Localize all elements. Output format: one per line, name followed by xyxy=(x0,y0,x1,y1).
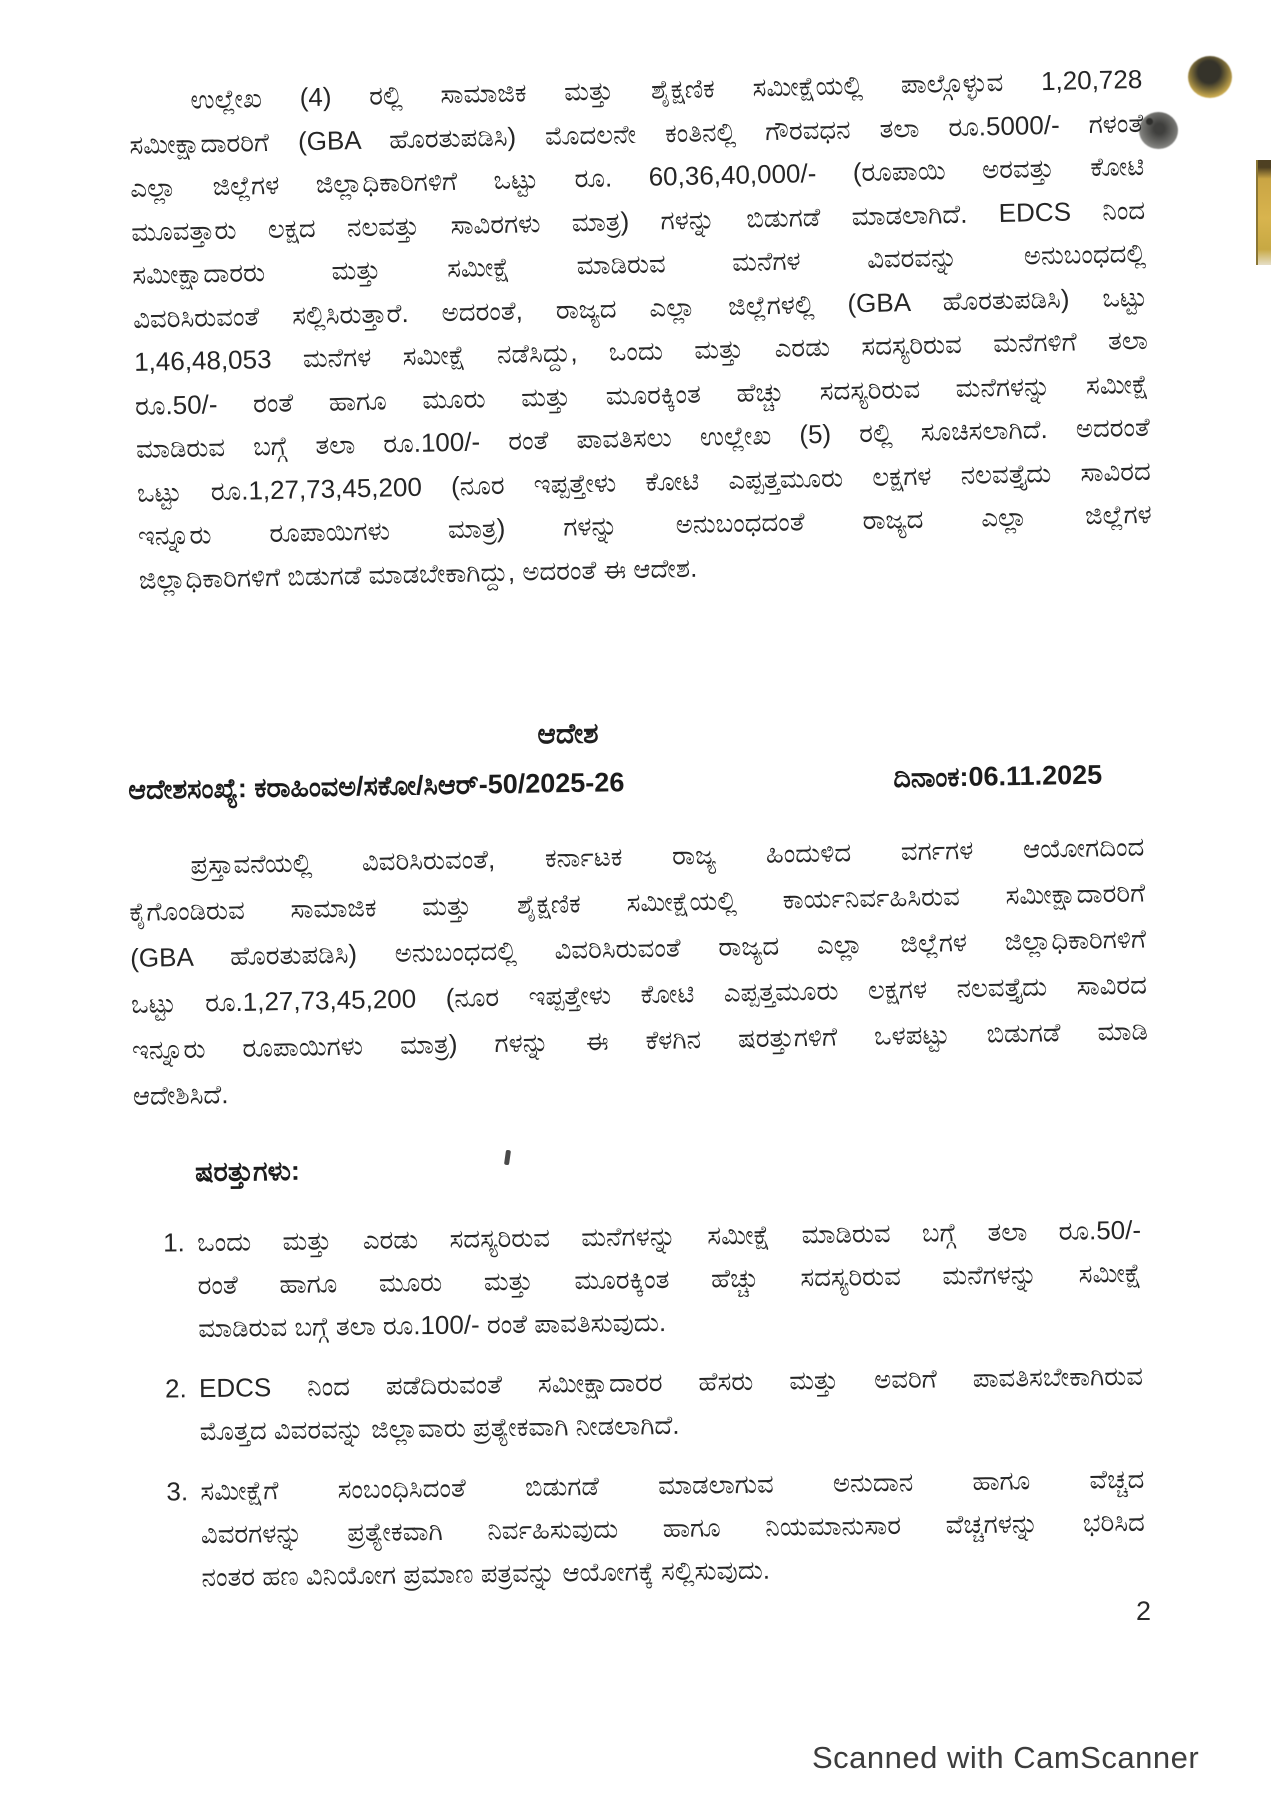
text-line: ಸಮೀಕ್ಷಾದಾರರು ಮತ್ತು ಸಮೀಕ್ಷೆ ಮಾಡಿರುವ ಮನೆಗಳ ವಿವರವನ್ನು ಅನುಬಂಧದಲ್ಲಿ xyxy=(131,237,1147,290)
body-paragraph-2 xyxy=(128,823,1149,1118)
condition-item-3 xyxy=(132,1458,1148,1600)
text-line: ನಂತರ ಹಣ ವಿನಿಯೋಗ ಪ್ರಮಾಣ ಪತ್ರವನ್ನು ಆಯೋಗಕ್ಕೆ ಸಲ್ಲಿಸುವುದು. xyxy=(201,1554,771,1593)
text-line: ರಂತೆ ಹಾಗೂ ಮೂರು ಮತ್ತು ಮೂರಕ್ಕಿಂತ ಹೆಚ್ಚು ಸದಸ್ಯರಿರುವ ಮನೆಗಳನ್ನು ಸಮೀಕ್ಷೆ xyxy=(197,1257,1142,1301)
order-meta-row xyxy=(128,759,1142,807)
text-line: ವಿವರಗಳನ್ನು ಪ್ರತ್ಯೇಕವಾಗಿ ನಿರ್ವಹಿಸುವುದು ಹಾಗೂ ನಿಯಮಾನುಸಾರ ವೆಚ್ಚಗಳನ್ನು ಭರಿಸಿದ xyxy=(200,1506,1146,1550)
text-line: ಮಾಡಿರುವ ಬಗ್ಗೆ ತಲಾ ರೂ.100/- ರಂತೆ ಪಾವತಿಸುವುದು. xyxy=(198,1306,667,1344)
text-line: ಆದೇಶಿಸಿದೆ. xyxy=(132,1079,229,1111)
text-line: (GBA ಹೊರತುಪಡಿಸಿ) ಅನುಬಂಧದಲ್ಲಿ ವಿವರಿಸಿರುವಂತೆ ರಾಜ್ಯದ ಎಲ್ಲಾ ಜಿಲ್ಲೆಗಳ ಜಿಲ್ಲಾಧಿಕಾರಿಗಳಿಗೆ xyxy=(129,923,1147,973)
text-line: ಒಂದು ಮತ್ತು ಎರಡು ಸದಸ್ಯರಿರುವ ಮನೆಗಳನ್ನು ಸಮೀಕ್ಷೆ ಮಾಡಿರುವ ಬಗ್ಗೆ ತಲಾ ರೂ.50/- xyxy=(196,1214,1142,1258)
condition-text xyxy=(199,1355,1146,1453)
punch-hole-artifact-lower xyxy=(1139,112,1178,149)
page-edge-strip-artifact xyxy=(1256,160,1271,265)
text-line: ಮೊತ್ತದ ವಿವರವನ್ನು ಜಿಲ್ಲಾವಾರು ಪ್ರತ್ಯೇಕವಾಗಿ ನೀಡಲಾಗಿದೆ. xyxy=(199,1409,680,1447)
condition-text xyxy=(197,1209,1145,1350)
conditions-heading: ಷರತ್ತುಗಳು: xyxy=(194,1155,301,1188)
condition-item-2 xyxy=(131,1355,1146,1454)
text-line: ರೂ.50/- ರಂತೆ ಹಾಗೂ ಮೂರು ಮತ್ತು ಮೂರಕ್ಕಿಂತ ಹೆಚ್ಚು ಸದಸ್ಯರಿರುವ ಮನೆಗಳನ್ನು ಸಮೀಕ್ಷೆ xyxy=(134,368,1150,421)
text-line: ಒಟ್ಟು ರೂ.1,27,73,45,200 (ನೂರ ಇಪ್ಪತ್ತೇಳು ಕೋಟಿ ಎಪ್ಪತ್ತಮೂರು ಲಕ್ಷಗಳ ನಲವತ್ತೈದು ಸಾವಿರದ xyxy=(130,969,1148,1019)
condition-number: 3. xyxy=(166,1476,189,1507)
condition-text xyxy=(200,1458,1148,1599)
order-heading: ಆದೇಶ xyxy=(537,717,599,750)
text-line: ಇನ್ನೂರು ರೂಪಾಯಿಗಳು ಮಾತ್ರ) ಗಳನ್ನು ಈ ಕೆಳಗಿನ ಷರತ್ತುಗಳಿಗೆ ಒಳಪಟ್ಟು ಬಿಡುಗಡೆ ಮಾಡಿ xyxy=(131,1015,1149,1065)
body-paragraph-1 xyxy=(128,58,1153,602)
condition-item-1 xyxy=(129,1209,1145,1351)
text-line: ಜಿಲ್ಲಾಧಿಕಾರಿಗಳಿಗೆ ಬಿಡುಗಡೆ ಮಾಡಬೇಕಾಗಿದ್ದು, ಅದರಂತೆ ಈ ಆದೇಶ. xyxy=(138,552,698,595)
text-line: ಕೈಗೊಂಡಿರುವ ಸಾಮಾಜಿಕ ಮತ್ತು ಶೈಕ್ಷಣಿಕ ಸಮೀಕ್ಷೆಯಲ್ಲಿ ಕಾರ್ಯನಿರ್ವಹಿಸಿರುವ ಸಮೀಕ್ಷಾದಾರರಿಗೆ xyxy=(129,877,1146,927)
order-number: ಆದೇಶಸಂಖ್ಯೆ: ಕರಾಹಿಂವಅ/ಸಕೋ/ಸಿಆರ್-50/2025-26 xyxy=(128,767,625,805)
text-line: ವಿವರಿಸಿರುವಂತೆ ಸಲ್ಲಿಸಿರುತ್ತಾರೆ. ಅದರಂತೆ, ರಾಜ್ಯದ ಎಲ್ಲಾ ಜಿಲ್ಲೆಗಳಲ್ಲಿ (GBA ಹೊರತುಪಡಿಸಿ) ಒಟ್ಟು xyxy=(132,281,1148,334)
text-line: ಒಟ್ಟು ರೂ.1,27,73,45,200 (ನೂರ ಇಪ್ಪತ್ತೇಳು ಕೋಟಿ ಎಪ್ಪತ್ತಮೂರು ಲಕ್ಷಗಳ ನಲವತ್ತೈದು ಸಾವಿರದ xyxy=(136,455,1152,508)
text-line: EDCS ನಿಂದ ಪಡೆದಿರುವಂತೆ ಸಮೀಕ್ಷಾದಾರರ ಹೆಸರು ಮತ್ತು ಅವರಿಗೆ ಪಾವತಿಸಬೇಕಾಗಿರುವ xyxy=(198,1360,1144,1404)
text-line: ಮಾಡಿರುವ ಬಗ್ಗೆ ತಲಾ ರೂ.100/- ರಂತೆ ಪಾವತಿಸಲು ಉಲ್ಲೇಖ (5) ರಲ್ಲಿ ಸೂಚಿಸಲಾಗಿದೆ. ಅದರಂತೆ xyxy=(135,411,1151,464)
conditions-section xyxy=(128,1145,1148,1617)
camscanner-footer: Scanned with CamScanner xyxy=(812,1740,1200,1775)
punch-hole-artifact-top xyxy=(1188,56,1232,98)
text-line: ಇನ್ನೂರು ರೂಪಾಯಿಗಳು ಮಾತ್ರ) ಗಳನ್ನು ಅನುಬಂಧದಂತೆ ರಾಜ್ಯದ ಎಲ್ಲಾ ಜಿಲ್ಲೆಗಳ xyxy=(137,498,1153,551)
text-line: ಸಮೀಕ್ಷೆಗೆ ಸಂಬಂಧಿಸಿದಂತೆ ಬಿಡುಗಡೆ ಮಾಡಲಾಗುವ ಅನುದಾನ ಹಾಗೂ ವೆಚ್ಚದ xyxy=(200,1463,1145,1507)
page-number: 2 xyxy=(1136,1596,1152,1626)
condition-number: 1. xyxy=(162,1227,185,1258)
condition-number: 2. xyxy=(164,1373,187,1404)
text-line: ಎಲ್ಲಾ ಜಿಲ್ಲೆಗಳ ಜಿಲ್ಲಾಧಿಕಾರಿಗಳಿಗೆ ಒಟ್ಟು ರೂ. 60,36,40,000/- (ರೂಪಾಯಿ ಅರವತ್ತು ಕೋಟಿ xyxy=(130,150,1145,203)
text-line: 1,46,48,053 ಮನೆಗಳ ಸಮೀಕ್ಷೆ ನಡೆಸಿದ್ದು, ಒಂದು ಮತ್ತು ಎರಡು ಸದಸ್ಯರಿರುವ ಮನೆಗಳಿಗೆ ತಲಾ xyxy=(133,324,1149,377)
text-line: ಉಲ್ಲೇಖ (4) ರಲ್ಲಿ ಸಾಮಾಜಿಕ ಮತ್ತು ಶೈಕ್ಷಣಿಕ ಸಮೀಕ್ಷೆಯಲ್ಲಿ ಪಾಲ್ಗೊಳ್ಳುವ 1,20,728 xyxy=(190,63,1143,115)
text-line: ಮೂವತ್ತಾರು ಲಕ್ಷದ ನಲವತ್ತು ಸಾವಿರಗಳು ಮಾತ್ರ) ಗಳನ್ನು ಬಿಡುಗಡೆ ಮಾಡಲಾಗಿದೆ. EDCS ನಿಂದ xyxy=(130,194,1146,247)
order-date: ದಿನಾಂಕ:06.11.2025 xyxy=(893,759,1103,793)
text-line: ಸಮೀಕ್ಷಾದಾರರಿಗೆ (GBA ಹೊರತುಪಡಿಸಿ) ಮೊದಲನೇ ಕಂತಿನಲ್ಲಿ ಗೌರವಧನ ತಲಾ ರೂ.5000/- ಗಳಂತೆ xyxy=(129,107,1144,160)
text-line: ಪ್ರಸ್ತಾವನೆಯಲ್ಲಿ ವಿವರಿಸಿರುವಂತೆ, ಕರ್ನಾಟಕ ರಾಜ್ಯ ಹಿಂದುಳಿದ ವರ್ಗಗಳ ಆಯೋಗದಿಂದ xyxy=(190,831,1145,880)
